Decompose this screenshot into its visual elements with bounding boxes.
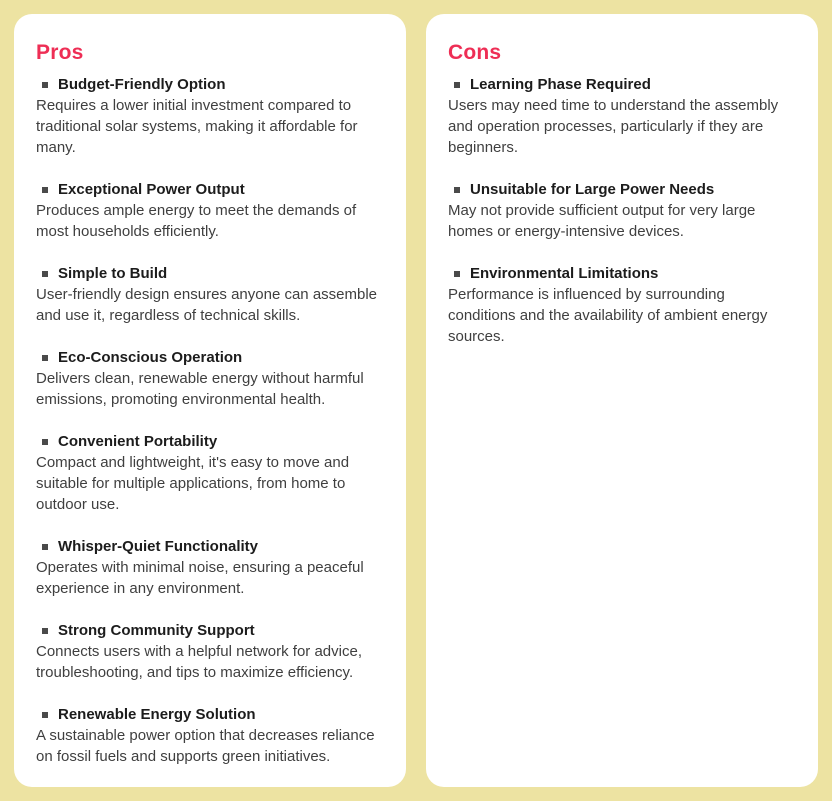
list-item [448,74,796,158]
item-title-text: Strong Community Support [58,622,255,639]
item-title [448,179,796,200]
item-title [36,704,384,725]
square-bullet-icon [454,82,460,88]
item-title [36,620,384,641]
item-description: Delivers clean, renewable energy without harmful emissions, promoting environmental health. [36,370,364,408]
item-title [36,347,384,368]
list-item [448,263,796,347]
list-item [36,704,384,767]
item-description: Produces ample energy to meet the demands of most households efficiently. [36,202,357,240]
cons-heading: Cons [448,41,502,64]
list-item [36,620,384,683]
list-item [448,179,796,242]
square-bullet-icon [454,271,460,277]
item-title [448,74,796,95]
cons-card [426,14,818,787]
list-item [36,347,384,410]
item-description: Users may need time to understand the assembly and operation processes, particularly if they are beginners. [448,97,779,156]
cons-list [448,74,796,347]
item-description: May not provide sufficient output for very large homes or energy-intensive devices. [448,202,756,240]
item-title [36,431,384,452]
square-bullet-icon [42,544,48,550]
list-item [36,74,384,158]
square-bullet-icon [454,187,460,193]
square-bullet-icon [42,271,48,277]
item-title-text: Environmental Limitations [470,265,659,282]
item-title [36,536,384,557]
item-title [36,179,384,200]
pros-card [14,14,406,787]
item-title-text: Learning Phase Required [470,76,651,93]
item-description: Requires a lower initial investment compared to traditional solar systems, making it affordable for many. [36,97,358,156]
square-bullet-icon [42,187,48,193]
list-item [36,179,384,242]
pros-list [36,74,384,767]
square-bullet-icon [42,82,48,88]
item-title-text: Whisper-Quiet Functionality [58,538,259,555]
square-bullet-icon [42,439,48,445]
list-item [36,431,384,515]
item-title-text: Exceptional Power Output [58,181,245,198]
item-description: User-friendly design ensures anyone can assemble and use it, regardless of technical skills. [36,286,378,324]
item-title-text: Convenient Portability [58,433,218,450]
item-title-text: Eco-Conscious Operation [58,349,243,366]
item-description: Connects users with a helpful network for advice, troubleshooting, and tips to maximize efficiency. [36,643,362,681]
item-title [36,263,384,284]
item-description: Compact and lightweight, it's easy to move and suitable for multiple applications, from home to outdoor use. [36,454,350,513]
item-title-text: Unsuitable for Large Power Needs [470,181,715,198]
item-title [448,263,796,284]
item-title-text: Renewable Energy Solution [58,706,256,723]
item-title-text: Budget-Friendly Option [58,76,226,93]
square-bullet-icon [42,712,48,718]
square-bullet-icon [42,628,48,634]
pros-heading: Pros [36,41,84,64]
square-bullet-icon [42,355,48,361]
item-title [36,74,384,95]
list-item [36,263,384,326]
item-description: A sustainable power option that decreases reliance on fossil fuels and supports green initiatives. [36,727,375,765]
item-title-text: Simple to Build [58,265,168,282]
item-description: Performance is influenced by surrounding conditions and the availability of ambient energy sources. [448,286,768,345]
list-item [36,536,384,599]
pros-cons-layout [14,14,818,787]
item-description: Operates with minimal noise, ensuring a peaceful experience in any environment. [36,559,364,597]
